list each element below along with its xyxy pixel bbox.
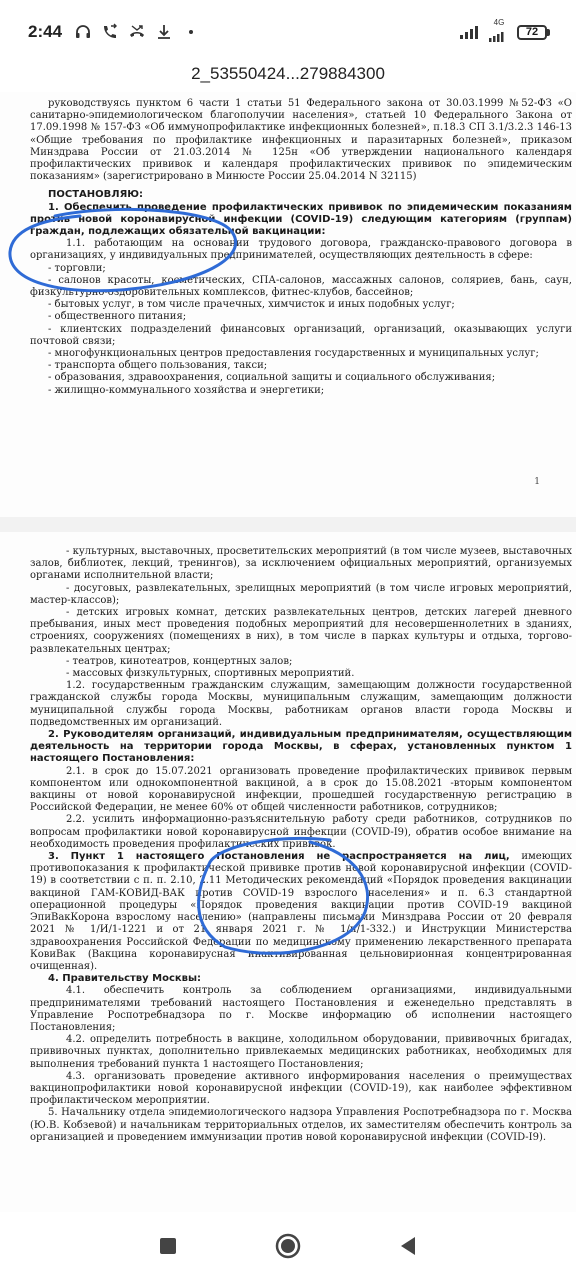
- file-title: 2_53550424...279884300: [191, 64, 385, 83]
- item-5: 5. Начальнику отдела эпидемиологического надзора Управления Роспотребнадзора по г. Москва (Ю.В. Кобзевой) и начальникам территориальных отделов, их заместителям обеспечить контроль за организацией и проведением иммунизации против новой коронавирусной инфекции (COVID-I9).: [30, 1107, 572, 1143]
- sphere-item: - клиентских подразделений финансовых организаций, организаций, оказывающих услуги почтовой связи;: [30, 323, 572, 347]
- item-3-heading: 3. Пункт 1 настоящего Постановления не распространяется на лиц,: [48, 851, 510, 863]
- sphere-item: - транспорта общего пользования, такси;: [48, 360, 268, 372]
- item-4-1: 4.1. обеспечить контроль за соблюдением организациями, индивидуальными предпринимателями требований настоящего Постановления и еженедельно представлять в Управление Роспотребнадзора по г. Москве информацию об исполнении настоящего Постановления;: [30, 985, 572, 1033]
- status-time: 2:44: [28, 22, 63, 41]
- back-icon: [399, 1236, 417, 1256]
- home-button[interactable]: [274, 1232, 302, 1260]
- item-1-1: 1.1. работающим на основании трудового договора, гражданско-правового договора в организациях, у индивидуальных предпринимателей, осуществляющих деятельность в сфере:: [30, 238, 572, 262]
- page2-text: [30, 546, 572, 1144]
- item-3-body: имеющих противопоказания к профилактической прививке против новой коронавирусной инфекции (COVID-19) в соответствии с п. п. 2.10, 2.11 Методических рекомендаций «Порядок проведения вакцинации вакциной ГАМ-КОВИД-ВАК против COVID-19 взрослого населения» и п. 6.3 стандартной операционной процедуры «Порядок проведения вакцинации против COVID-19 вакциной ЭпиВакКорона взрослому населению» (направлены письмами Минздрава России от 20 февраля 2021 № 1/И/1-1221 и от 21 января 2021 г. № 1/и/1-332.) и Инструкции Министерства здравоохранения Российской Федерации по медицинскому применению лекарственного препарата КовиВак (Вакцина коронавирусная инактивированная цельновирионная концентрированная очищенная).: [30, 851, 572, 972]
- item-2: 2. Руководителям организаций, индивидуальным предпринимателям, осуществляющим деятельность на территории города Москвы, в сферах, установленных пунктом 1 настоящего Постановления:: [30, 729, 572, 765]
- missed-call-icon: [128, 23, 146, 41]
- item-2-1: 2.1. в срок до 15.07.2021 организовать проведение профилактических прививок первым компонентом или однокомпонентной вакциной, а в срок до 15.08.2021 -вторым компонентом вакцины от новой коронавирусной инфекции, прошедшей государственную регистрацию в Российской Федерации, не менее 60% от общей численности работников, сотрудников;: [30, 765, 572, 814]
- page1-text: [30, 98, 572, 397]
- status-bar: [0, 0, 576, 64]
- headset-icon: [74, 23, 92, 41]
- network-type: 4G: [493, 18, 505, 27]
- system-status: [459, 18, 550, 46]
- sphere-item: - общественного питания;: [48, 311, 187, 323]
- wifi-icon: [488, 32, 510, 42]
- sphere-item: - театров, кинотеатров, концертных залов;: [66, 655, 293, 667]
- sphere-item: - массовых физкультурных, спортивных мероприятий.: [66, 668, 355, 680]
- recent-apps-button[interactable]: [154, 1232, 182, 1260]
- sphere-item: - жилищно-коммунального хозяйства и энергетики;: [48, 384, 325, 396]
- battery-level: 72: [517, 25, 547, 40]
- document-page-1: [0, 92, 576, 517]
- network-indicator: [488, 18, 510, 46]
- navigation-bar: [0, 1212, 576, 1280]
- item-4: 4. Правительству Москвы:: [48, 973, 202, 985]
- home-icon: [275, 1233, 301, 1259]
- notification-icons: [74, 23, 200, 41]
- call-forward-icon: [101, 23, 119, 41]
- sphere-item: - культурных, выставочных, просветительских мероприятий (в том числе музеев, выставочных залов, библиотек, лекций, тренингов), за исключением официальных мероприятий, организуемых органами исполнительной власти;: [30, 546, 572, 582]
- signal-icon: [459, 24, 481, 40]
- item-4-3: 4.3. организовать проведение активного информирования населения о преимуществах вакцинопрофилактики новой коронавирусной инфекции (COVID-19), как наиболее эффективном профилактическом мероприятии.: [30, 1070, 572, 1107]
- back-button[interactable]: [394, 1232, 422, 1260]
- item-2-2: 2.2. усилить информационно-разъяснительную работу среди работников, сотрудников по вопросам профилактики новой коронавирусной инфекции (COVID-I9), обратив особое внимание на необходимость проведения профилактических прививок.: [30, 814, 572, 850]
- document-page-2: [0, 532, 576, 1212]
- recent-apps-icon: [159, 1237, 177, 1255]
- sphere-item: - детских игровых комнат, детских развлекательных центров, детских лагерей дневного пребывания, иных мест проведения подобных мероприятий для несовершеннолетних в зданиях, строениях, сооружениях (помещениях в них), в том числе в парках культуры и отдыха, торгово-развлекательных центрах;: [30, 607, 572, 655]
- decree-heading: ПОСТАНОВЛЯЮ:: [48, 189, 144, 201]
- battery-icon: [517, 25, 550, 40]
- sphere-item: - образования, здравоохранения, социальной защиты и социального обслуживания;: [48, 372, 496, 384]
- sphere-item: - бытовых услуг, в том числе прачечных, химчисток и иных подобных услуг;: [48, 299, 455, 311]
- sphere-item: - салонов красоты, косметических, СПА-салонов, массажных салонов, соляриев, бань, саун, физкультурно-оздоровительных комплексов, фитнес-клубов, бассейнов;: [30, 274, 572, 299]
- item-1: 1. Обеспечить проведение профилактических прививок по эпидемическим показаниям против новой коронавирусной инфекции (COVID-19) следующим категориям (группам) граждан, подлежащих обязательной вакцинации:: [30, 201, 572, 238]
- intro-paragraph: руководствуясь пунктом 6 части 1 статьи 51 Федерального закона от 30.03.1999 №52-ФЗ «О санитарно-эпидемиологическом благополучии населения», статьей 10 Федерального Закона от 17.09.1998 № 157-ФЗ «Об иммунопрофилактике инфекционных болезней», п.18.3 СП 3.1/3.2.3 146-13 «Общие требования по профилактике инфекционных и паразитарных болезней», приказом Минздрава России от 21.03.2014 № 125н «Об утверждении национального календаря профилактических прививок и календаря профилактических прививок по эпидемическим показаниям» (зарегистрировано в Минюсте России 25.04.2014 N 32115): [30, 98, 572, 183]
- sphere-item: - досуговых, развлекательных, зрелищных мероприятий (в том числе игровых мероприятий, мастер-классов);: [30, 582, 572, 606]
- document-viewer[interactable]: [0, 92, 576, 1212]
- page-number: 1: [534, 477, 540, 487]
- item-4-2: 4.2. определить потребность в вакцине, холодильном оборудовании, прививочных бригадах, прививочных пунктах, дополнительно привлекаемых медицинских работниках, необходимых для выполнения требований пункта 1 настоящего Постановления;: [30, 1034, 572, 1070]
- sphere-item: - торговли;: [48, 262, 106, 274]
- item-1-2: 1.2. государственным гражданским служащим, замещающим должности государственной гражданской службы города Москвы, муниципальным служащим, замещающим должности муниципальной службы города Москвы, работникам органов власти города Москвы и подведомственных им организаций.: [30, 680, 572, 728]
- download-icon: [155, 23, 173, 41]
- dot-icon: [182, 23, 200, 41]
- sphere-item: - многофункциональных центров предоставления государственных и муниципальных услуг;: [48, 348, 539, 360]
